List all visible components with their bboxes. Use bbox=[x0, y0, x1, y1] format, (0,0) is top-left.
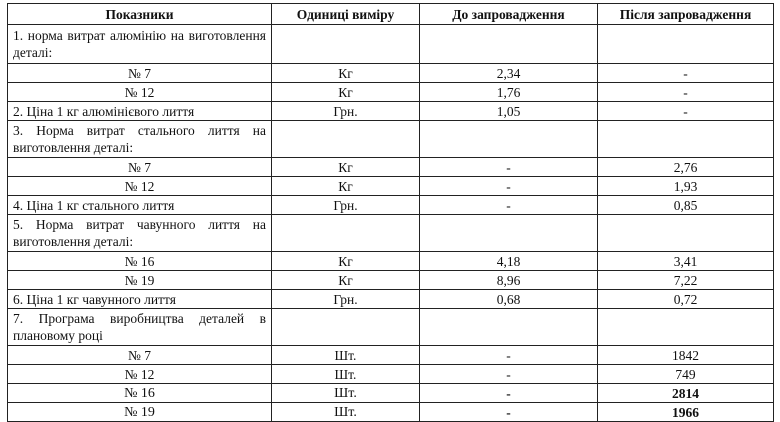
table-row bbox=[8, 64, 774, 83]
row-before: - bbox=[420, 403, 598, 422]
row-after bbox=[598, 309, 774, 346]
row-before: 2,34 bbox=[420, 64, 598, 83]
row-before: - bbox=[420, 384, 598, 403]
indicators-table bbox=[7, 3, 774, 422]
table-header-row bbox=[8, 4, 774, 25]
row-unit bbox=[272, 25, 420, 64]
row-label: № 7 bbox=[8, 64, 272, 83]
row-label: 7. Програма виробництва деталей в плановому році bbox=[8, 309, 272, 346]
header-units: Одиниці виміру bbox=[272, 4, 420, 25]
row-label: № 19 bbox=[8, 403, 272, 422]
row-before bbox=[420, 215, 598, 252]
row-label: № 12 bbox=[8, 177, 272, 196]
row-label: 1. норма витрат алюмінію на виготовлення деталі: bbox=[8, 25, 272, 64]
row-before: - bbox=[420, 196, 598, 215]
header-indicators: Показники bbox=[8, 4, 272, 25]
row-unit: Шт. bbox=[272, 403, 420, 422]
row-label: № 12 bbox=[8, 365, 272, 384]
row-unit: Шт. bbox=[272, 365, 420, 384]
row-after: 1966 bbox=[598, 403, 774, 422]
row-before bbox=[420, 25, 598, 64]
row-unit bbox=[272, 215, 420, 252]
table-row bbox=[8, 25, 774, 64]
row-after: 3,41 bbox=[598, 252, 774, 271]
row-unit: Шт. bbox=[272, 346, 420, 365]
header-after: Після запровадження bbox=[598, 4, 774, 25]
document-page bbox=[7, 3, 773, 422]
row-label: № 19 bbox=[8, 271, 272, 290]
row-after bbox=[598, 215, 774, 252]
row-unit: Кг bbox=[272, 271, 420, 290]
table-row bbox=[8, 290, 774, 309]
row-label: № 7 bbox=[8, 158, 272, 177]
row-after: 2,76 bbox=[598, 158, 774, 177]
row-before: - bbox=[420, 365, 598, 384]
row-after: - bbox=[598, 64, 774, 83]
row-unit: Шт. bbox=[272, 384, 420, 403]
row-before: 4,18 bbox=[420, 252, 598, 271]
row-before bbox=[420, 309, 598, 346]
header-before: До запровадження bbox=[420, 4, 598, 25]
table-row bbox=[8, 309, 774, 346]
row-unit: Кг bbox=[272, 83, 420, 102]
table-row bbox=[8, 83, 774, 102]
row-unit: Кг bbox=[272, 177, 420, 196]
table-row bbox=[8, 196, 774, 215]
row-after: 749 bbox=[598, 365, 774, 384]
row-label: 3. Норма витрат стального лиття на виготовлення деталі: bbox=[8, 121, 272, 158]
row-after: 1,93 bbox=[598, 177, 774, 196]
row-after: - bbox=[598, 102, 774, 121]
row-unit: Кг bbox=[272, 252, 420, 271]
row-label: 6. Ціна 1 кг чавунного лиття bbox=[8, 290, 272, 309]
row-unit: Грн. bbox=[272, 196, 420, 215]
row-after: 7,22 bbox=[598, 271, 774, 290]
row-label: № 16 bbox=[8, 252, 272, 271]
row-unit: Кг bbox=[272, 158, 420, 177]
table-row bbox=[8, 271, 774, 290]
row-after: 2814 bbox=[598, 384, 774, 403]
row-before bbox=[420, 121, 598, 158]
row-label: 5. Норма витрат чавунного лиття на виготовлення деталі: bbox=[8, 215, 272, 252]
row-after: 0,72 bbox=[598, 290, 774, 309]
table-row bbox=[8, 252, 774, 271]
row-after bbox=[598, 121, 774, 158]
row-before: 1,76 bbox=[420, 83, 598, 102]
row-label: № 12 bbox=[8, 83, 272, 102]
row-unit: Кг bbox=[272, 64, 420, 83]
row-label: № 16 bbox=[8, 384, 272, 403]
row-after bbox=[598, 25, 774, 64]
row-label: 4. Ціна 1 кг стального лиття bbox=[8, 196, 272, 215]
row-unit bbox=[272, 309, 420, 346]
row-before: - bbox=[420, 346, 598, 365]
table-row bbox=[8, 121, 774, 158]
table-row bbox=[8, 384, 774, 403]
row-before: 0,68 bbox=[420, 290, 598, 309]
row-before: - bbox=[420, 158, 598, 177]
table-row bbox=[8, 346, 774, 365]
row-unit: Грн. bbox=[272, 102, 420, 121]
row-after: - bbox=[598, 83, 774, 102]
row-label: 2. Ціна 1 кг алюмінієвого лиття bbox=[8, 102, 272, 121]
table-row bbox=[8, 177, 774, 196]
row-unit bbox=[272, 121, 420, 158]
table-row bbox=[8, 158, 774, 177]
table-row bbox=[8, 215, 774, 252]
table-row bbox=[8, 365, 774, 384]
row-before: 8,96 bbox=[420, 271, 598, 290]
row-after: 0,85 bbox=[598, 196, 774, 215]
row-unit: Грн. bbox=[272, 290, 420, 309]
row-label: № 7 bbox=[8, 346, 272, 365]
row-before: - bbox=[420, 177, 598, 196]
row-after: 1842 bbox=[598, 346, 774, 365]
table-row bbox=[8, 102, 774, 121]
row-before: 1,05 bbox=[420, 102, 598, 121]
